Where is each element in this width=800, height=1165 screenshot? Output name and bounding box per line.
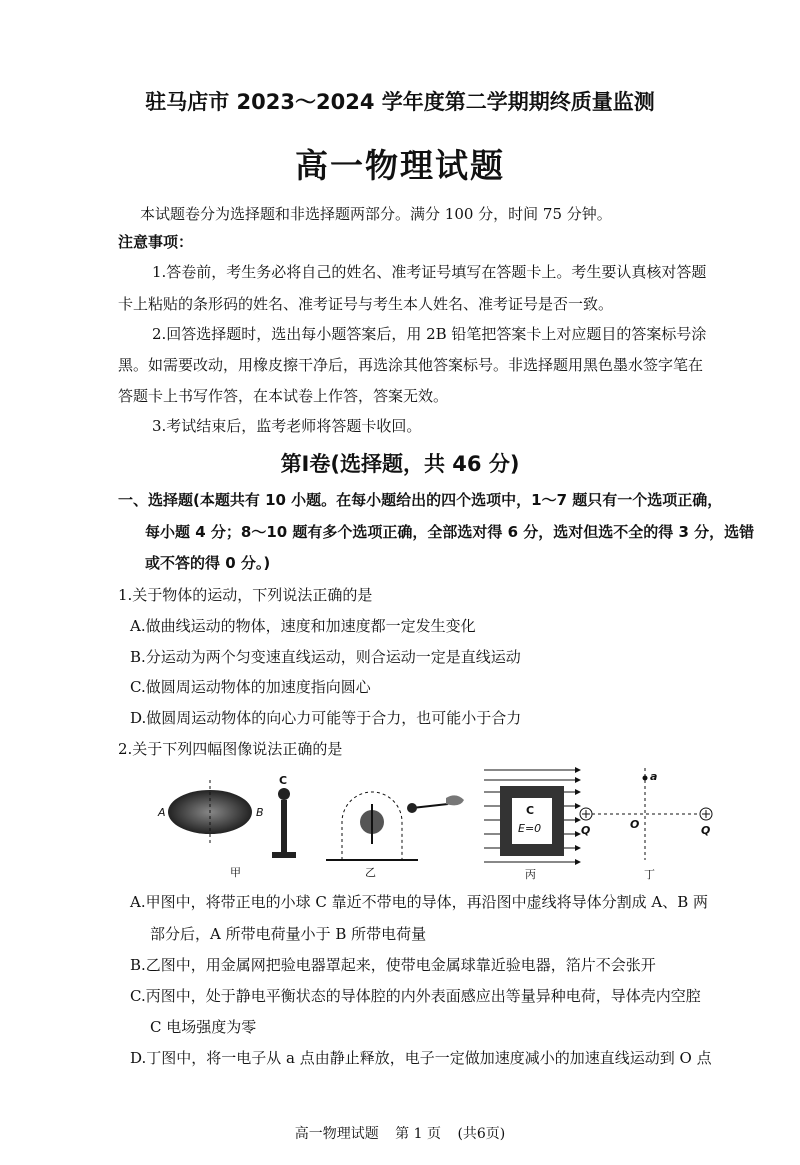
question-1-option: B.分运动为两个匀变速直线运动，则合运动一定是直线运动	[130, 648, 521, 666]
label-jia: 甲	[230, 866, 241, 879]
footer-subject: 高一物理试题	[294, 1126, 379, 1142]
label-bing: 丙	[525, 868, 536, 881]
label-a-conductor: A	[158, 806, 166, 819]
question-2-option: A.甲图中，将带正电的小球 C 靠近不带电的导体，再沿图中虚线将导体分割成 A、B 两	[130, 893, 709, 911]
notice-line: 2.回答选择题时，选出每小题答案后，用 2B 铅笔把答案卡上对应题目的答案标号涂	[152, 325, 707, 343]
label-q-left: Q	[581, 824, 591, 837]
section-title: 第Ⅰ卷(选择题，共 46 分)	[280, 452, 520, 476]
notice-heading: 注意事项：	[118, 233, 194, 251]
label-ding: 丁	[644, 868, 655, 881]
question-2-stem: 2.关于下列四幅图像说法正确的是	[118, 740, 343, 758]
exam-header: 驻马店市 2023～2024 学年度第二学期期终质量监测	[145, 90, 655, 114]
question-2-option: D.丁图中，将一电子从 a 点由静止释放，电子一定做加速度减小的加速直线运动到 O 点	[130, 1049, 712, 1067]
notice-line: 卡上粘贴的条形码的姓名、准考证号与考生本人姓名、准考证号是否一致。	[118, 295, 614, 313]
metal-ball	[407, 803, 417, 813]
footer-page: 第 1 页	[395, 1126, 441, 1142]
section-instruction: 或不答的得 0 分。)	[145, 554, 271, 572]
question-2-figure	[150, 762, 730, 880]
ball-stand	[281, 800, 287, 852]
ball-stand-base	[272, 852, 296, 858]
figure-drawings	[150, 762, 730, 880]
section-instruction: 一、选择题(本题共有 10 小题。在每小题给出的四个选项中，1～7 题只有一个选项正确，	[118, 491, 723, 509]
question-1-option: A.做曲线运动的物体，速度和加速度都一定发生变化	[130, 617, 476, 635]
question-2-option: 部分后，A 所带电荷量小于 B 所带电荷量	[150, 925, 427, 943]
question-2-option: C.丙图中，处于静电平衡状态的导体腔的内外表面感应出等量异种电荷，导体壳内空腔	[130, 987, 701, 1005]
notice-line: 3.考试结束后，监考老师将答题卡收回。	[152, 417, 422, 435]
label-c-cavity: C	[526, 804, 535, 817]
label-e-zero: E=0	[518, 822, 542, 835]
exam-title: 高一物理试题	[295, 146, 505, 185]
label-q-right: Q	[701, 824, 711, 837]
hand	[446, 795, 464, 805]
label-yi: 乙	[365, 866, 376, 879]
label-point-a: a	[650, 770, 658, 783]
label-c-ball: C	[279, 774, 288, 787]
metal-ball-rod	[412, 804, 448, 808]
notice-line: 答题卡上书写作答，在本试卷上作答，答案无效。	[118, 387, 449, 405]
question-1-option: D.做圆周运动物体的向心力可能等于合力，也可能小于合力	[130, 709, 522, 727]
notice-line: 1.答卷前，考生务必将自己的姓名、准考证号填写在答题卡上。考生要认真核对答题	[152, 263, 707, 281]
footer-total: (共6页)	[457, 1126, 506, 1142]
point-a	[643, 776, 648, 781]
label-b-conductor: B	[256, 806, 264, 819]
page-footer	[0, 1123, 800, 1143]
notice-line: 黑。如需要改动，用橡皮擦干净后，再选涂其他答案标号。非选择题用黑色墨水签字笔在	[118, 356, 704, 374]
question-1-option: C.做圆周运动物体的加速度指向圆心	[130, 678, 371, 696]
charged-ball-c	[278, 788, 290, 800]
question-2-option: C 电场强度为零	[150, 1018, 257, 1036]
label-o: O	[630, 818, 640, 831]
intro-text: 本试题卷分为选择题和非选择题两部分。满分 100 分，时间 75 分钟。	[140, 205, 612, 223]
question-2-option: B.乙图中，用金属网把验电器罩起来，使带电金属球靠近验电器，箔片不会张开	[130, 956, 656, 974]
question-1-stem: 1.关于物体的运动，下列说法正确的是	[118, 586, 373, 604]
section-instruction: 每小题 4 分；8～10 题有多个选项正确，全部选对得 6 分，选对但选不全的得 3 分，选错	[145, 523, 755, 541]
